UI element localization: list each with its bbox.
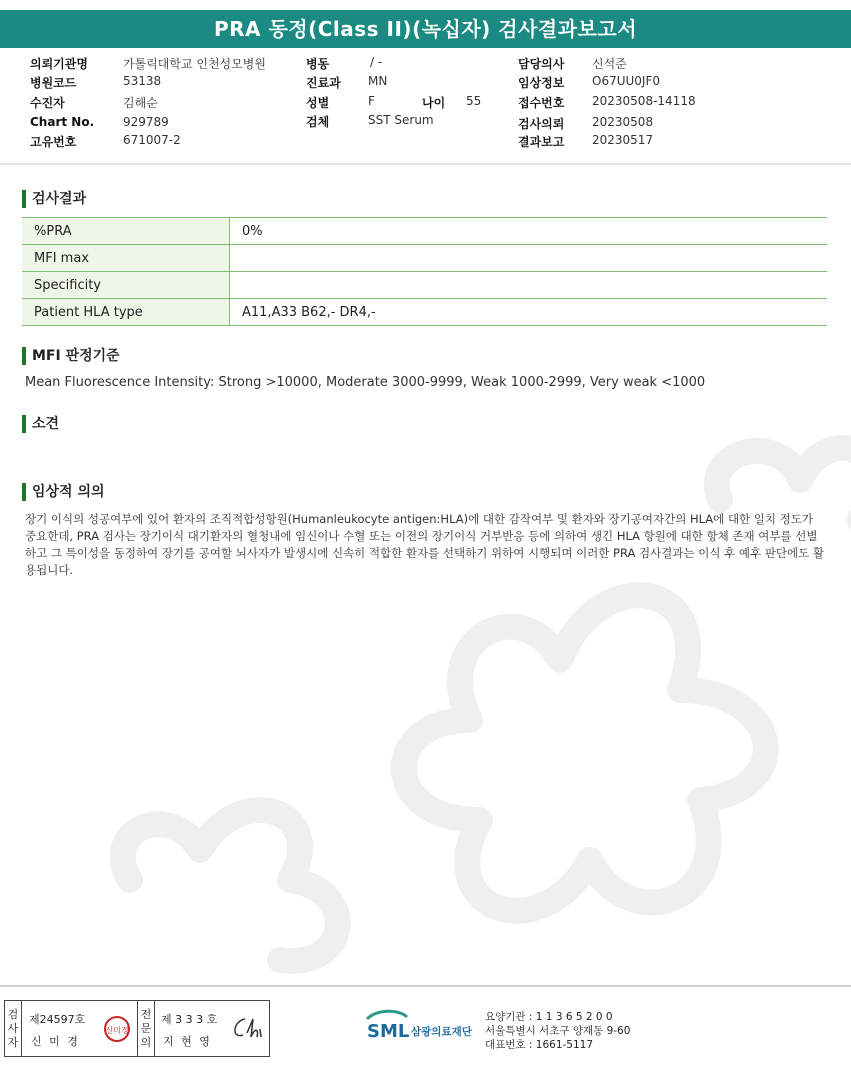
result-value: A11,A33 B62,- DR4,- [230,299,828,326]
mfi-criteria-text: Mean Fluorescence Intensity: Strong >10000, Moderate 3000-9999, Weak 1000-2999, Very weak <1000 [25,375,706,390]
unique-label: 고유번호 [30,135,77,149]
examiner-license: 제24597호 [29,1013,86,1026]
sex-label: 성별 [306,96,330,110]
request-label: 검사의뢰 [518,117,565,131]
age-label: 나이 [422,96,446,110]
result-key: Specificity [22,272,230,299]
clinical-value: O67UU0JF0 [592,74,660,88]
report-value: 20230517 [592,133,654,147]
svg-text:SML: SML [367,1021,410,1042]
receipt-label: 접수번호 [518,96,565,110]
signature-icon [227,1013,265,1045]
result-value [230,245,828,272]
specialist-license: 제 3 3 3 호 [161,1013,218,1026]
svg-text:삼광의료재단: 삼광의료재단 [411,1026,472,1038]
organization-logo [365,1007,485,1051]
table-row [22,272,827,299]
code-value: 53138 [123,74,162,88]
receipt-value: 20230508-14118 [592,94,696,108]
result-value [230,272,828,299]
patient-label: 수진자 [30,96,65,110]
sex-value: F [368,94,375,108]
report-label: 결과보고 [518,135,565,149]
specimen-value: SST Serum [368,113,434,127]
clinical-significance-heading: 임상적 의의 [22,483,105,501]
table-row [22,245,827,272]
table-row [22,218,827,245]
org-address-line: 서울특별시 서초구 양재동 9-60 [485,1025,631,1037]
sml-logo-icon [365,1007,485,1047]
specialist-name: 지 현 영 [163,1035,212,1048]
table-row [22,299,827,326]
report-title: PRA 동정(Class II)(녹십자) 검사결과보고서 [0,10,851,48]
patient-value: 김해순 [123,96,158,110]
code-label: 병원코드 [30,76,77,90]
footer-divider [0,985,851,987]
chart-value: 929789 [123,115,169,129]
ward-label: 병동 [306,57,330,71]
institution-label: 의뢰기관명 [30,57,88,71]
examiner-name: 신 미 경 [31,1035,80,1048]
chart-label: Chart No. [30,115,95,129]
org-phone-line: 대표번호 : 1661-5117 [485,1039,594,1051]
dept-value: MN [368,74,388,88]
specimen-label: 검체 [306,115,330,129]
result-key: MFI max [22,245,230,272]
dept-label: 진료과 [306,76,341,90]
unique-value: 671007-2 [123,133,181,147]
doctor-label: 담당의사 [518,57,565,71]
result-value: 0% [230,218,828,245]
request-value: 20230508 [592,115,654,129]
results-table [22,217,827,326]
doctor-value: 신석준 [592,57,627,71]
mfi-heading: MFI 판정기준 [22,347,120,365]
examiner-vertical-label: 검 사 자 [5,1001,22,1056]
clinical-significance-text: 장기 이식의 성공여부에 있어 환자의 조직적합성항원(Humanleukocyte antigen:HLA)에 대한 감작여부 및 환자와 장기공여자간의 HLA에 대한 일치 정도가 중요한데, PRA 검사는 장기이식 대기환자의 혈청내에 임신이나 수혈 또는 이전의 장기이식 거부반응 등에 의하여 생긴 HLA 항원에 대한 항체 존재 여부를 선별하고 그 특이성을 동정하여 장기를 공여할 뇌사자가 발생시에 신속히 적합한 환자를 선택하기 위하여 시행되며 이러한 PRA 검사결과는 이식 후 예후 판단에도 활용됩니다. [25,512,824,577]
specialist-vertical-label: 전 문 의 [137,1001,155,1056]
clinical-label: 임상정보 [518,76,565,90]
result-key: Patient HLA type [22,299,230,326]
institution-value: 가톨릭대학교 인천성모병원 [123,57,266,71]
examiner-seal-icon [103,1015,131,1043]
results-heading: 검사결과 [22,190,86,208]
org-license-line: 요양기관 : 1 1 3 6 5 2 0 0 [485,1011,613,1023]
ward-value: / - [370,55,383,69]
header-divider [0,163,851,165]
patient-info [30,55,840,155]
opinion-heading: 소견 [22,415,59,433]
result-key: %PRA [22,218,230,245]
svg-text:신미경: 신미경 [105,1026,129,1035]
age-value: 55 [466,94,482,108]
organization-info [485,1010,630,1052]
signature-box [4,1000,270,1057]
